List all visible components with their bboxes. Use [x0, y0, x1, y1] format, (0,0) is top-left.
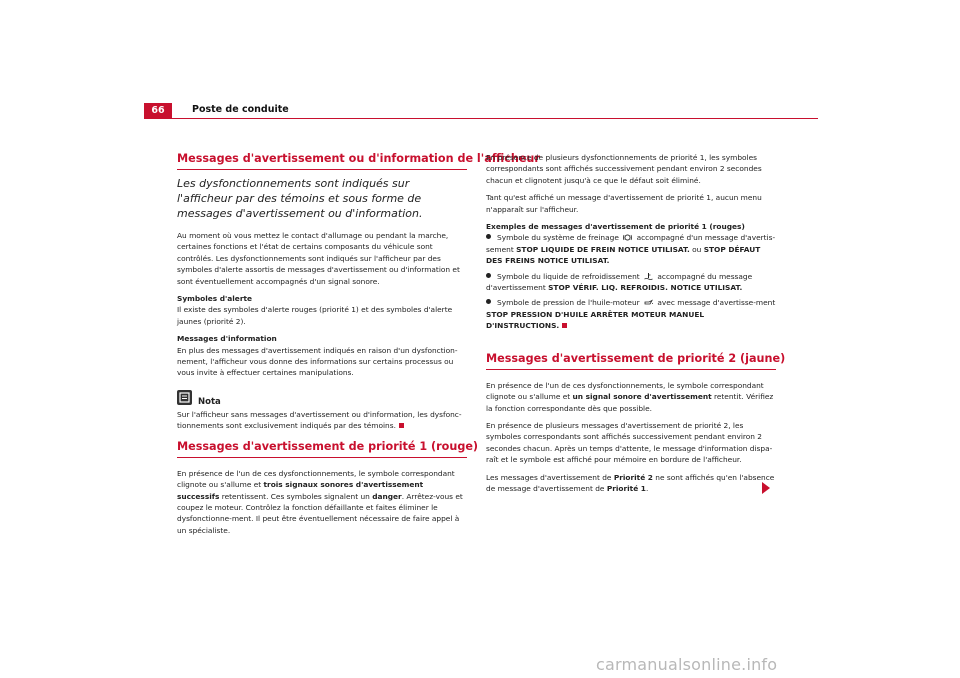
info-messages-paragraph: En plus des messages d'avertissement indiqués en raison d'un dysfonction-nement, l'afficheur vous donne des informations sur certains processus ou vous invite à effectuer certaines manipulations.: [177, 345, 458, 378]
priority-1-paragraph: En présence de l'un de ces dysfonctionnements, le symbole correspondant clignote ou s'allume et trois signaux sonores d'avertissement successifs retentissent. Ces symboles signalent un danger. Arrêtez-vous et coupez le moteur. Contrôlez la fonction défaillante et faites éliminer le dysfonctionne-ment. Il peut être éventuellement nécessaire de faire appel à un spécialiste.: [177, 468, 463, 535]
heading-display-messages: Messages d'avertissement ou d'information de l'afficheur: [177, 152, 467, 170]
left-column: [177, 152, 540, 542]
bullet-icon: [486, 299, 491, 304]
alert-symbols-paragraph: Il existe des symboles d'alerte rouges (priorité 1) et des symboles d'alerte jaunes (priorité 2).: [177, 305, 453, 326]
subheading-examples: Exemples de messages d'avertissement de priorité 1 (rouges): [486, 222, 745, 232]
subheading-info-messages: Messages d'information: [177, 334, 277, 344]
lead-paragraph: Les dysfonctionnements sont indiqués sur l'afficheur par des témoins et sous forme de messages d'avertissement ou d'information.: [177, 177, 423, 220]
section-title: Poste de conduite: [192, 104, 289, 115]
subheading-alert-symbols: Symboles d'alerte: [177, 294, 253, 304]
bullet-icon: [486, 273, 491, 278]
page-number: 66: [144, 103, 172, 119]
list-item-coolant: Symbole du liquide de refroidissement accompagné du message d'avertissement STOP VÉRIF. LIQ. REFROIDIS. NOTICE UTILISAT.: [486, 271, 753, 293]
note-label: Nota: [198, 396, 221, 407]
list-item-oil-pressure: Symbole de pression de l'huile-moteur avec message d'avertisse-ment STOP PRESSION D'HUILE ARRÊTER MOTEUR MANUEL D'INSTRUCTIONS.: [486, 298, 776, 331]
coolant-warning-icon: [644, 272, 653, 279]
heading-priority-1: Messages d'avertissement de priorité 1 (rouge): [177, 440, 467, 458]
multiple-priority-2-paragraph: En présence de plusieurs messages d'avertissement de priorité 2, les symboles correspondants sont affichés successivement pendant environ 2 secondes chacun. Après un temps d'attente, le message d'information dispa-raît et le symbole est affiché pour mémoire en bordure de l'afficheur.: [486, 420, 773, 465]
note-header: [177, 389, 467, 407]
priority-2-paragraph: En présence de l'un de ces dysfonctionnements, le symbole correspondant clignote ou s'allume et un signal sonore d'avertissement retentit. Vérifiez la fonction correspondante dès que possible.: [486, 380, 774, 413]
brake-warning-icon: [623, 233, 632, 240]
list-item-brake: Symbole du système de freinage accompagné d'un message d'avertis-sement STOP LIQUIDE DE FREIN NOTICE UTILISAT. ou STOP DÉFAUT DES FREINS NOTICE UTILISAT.: [486, 233, 776, 266]
priority-order-paragraph: Les messages d'avertissement de Priorité 2 ne sont affichés qu'en l'absence de message d'avertissement de Priorité 1.: [486, 472, 775, 493]
no-menu-paragraph: Tant qu'est affiché un message d'avertissement de priorité 1, aucun menu n'apparaît sur l'afficheur.: [486, 193, 762, 214]
heading-priority-2: Messages d'avertissement de priorité 2 (jaune): [486, 352, 776, 370]
header-rule: [172, 118, 818, 119]
note-icon: [177, 390, 192, 405]
bullet-icon: [486, 234, 491, 239]
end-of-section-icon: [399, 423, 404, 428]
page-header: [144, 103, 818, 118]
note-paragraph: Sur l'afficheur sans messages d'avertissement ou d'information, les dysfonc-tionnements sont exclusivement indiqués par des témoins.: [177, 409, 462, 431]
watermark: carmanualsonline.info: [596, 655, 778, 674]
intro-paragraph: Au moment où vous mettez le contact d'allumage ou pendant la marche, certaines fonctions et l'état de certains composants du véhicule sont contrôlés. Les dysfonctionnements sont indiqués sur l'afficheur par des symboles d'alerte assortis de messages d'avertissement ou d'information et sont éventuellement accompagnés d'un signal sonore.: [177, 231, 460, 286]
continue-arrow-icon: [762, 482, 770, 494]
end-of-section-icon: [562, 323, 567, 328]
oil-can-icon: [644, 298, 653, 305]
right-column: [486, 152, 786, 500]
multiple-faults-paragraph: En présence de plusieurs dysfonctionnements de priorité 1, les symboles correspondants sont affichés successivement pendant environ 2 secondes chacun et clignotent jusqu'à ce que le défaut soit éliminé.: [486, 153, 762, 185]
